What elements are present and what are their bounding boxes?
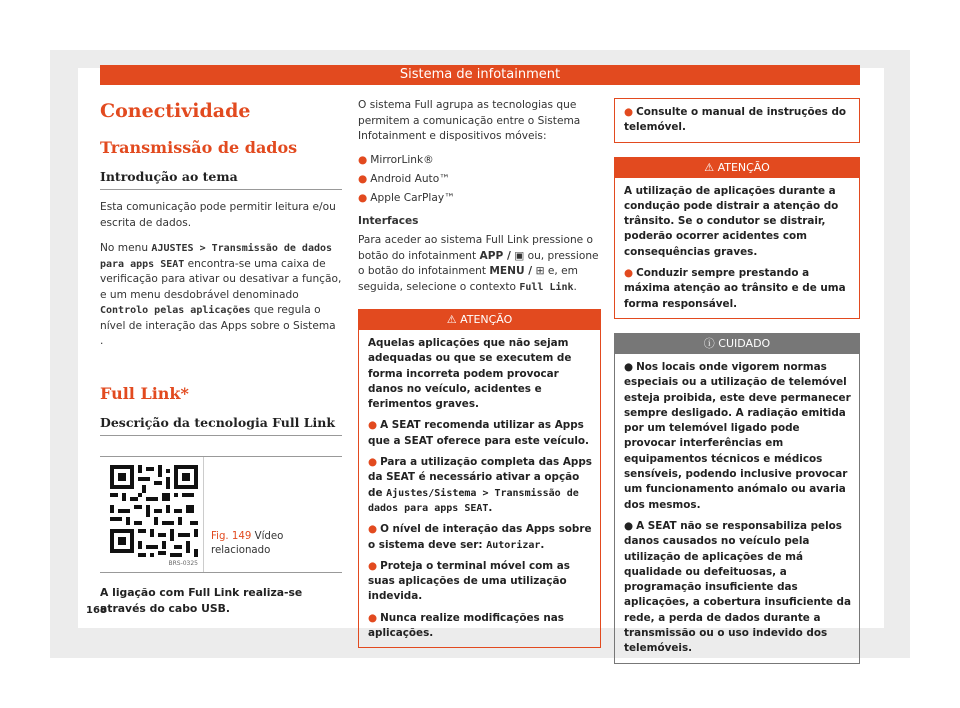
section-heading-full-link: Full Link* — [100, 383, 189, 403]
warning-continuation-box — [614, 98, 860, 143]
caution-bullet: ● A SEAT não se responsabiliza pelos danos causados no veículo pela utilização de aplicações de má qualidade ou defeituosas, a programação insuficiente das aplicações, a cobertura insuficiente da rede, a perda de dados durante a transmissão ou o uso indevido dos telemóveis. — [624, 519, 851, 655]
caution-box — [614, 333, 860, 664]
topic-heading: Introdução ao tema — [100, 169, 342, 190]
warning-text: Aquelas aplicações que não sejam adequadas ou que se executem de forma incorreta podem provocar danos no veículo, acidentes e ferimentos graves. — [368, 337, 572, 411]
warning-triangle-icon: ⚠ — [446, 313, 457, 326]
figure-number: Fig. 149 — [211, 530, 252, 542]
caution-bullet: ● Nos locais onde vigorem normas especiais ou a utilização de telemóvel esteja proibida, este deve permanecer sempre desligado. A radiação emitida por um telemóvel ligado pode provocar interferências em equipamentos técnicos e médicos sensíveis, podendo inclusive provocar um funcionamento anómalo ou avaria dos mesmos. — [624, 360, 851, 511]
paragraph: Esta comunicação pode permitir leitura e/ou escrita de dados. — [100, 201, 336, 229]
caution-header: ⓘ CUIDADO — [615, 334, 859, 354]
app-button-label: APP / — [479, 249, 511, 262]
figure-divider — [203, 457, 204, 572]
bullet-list — [358, 151, 601, 208]
menu-button-label: MENU / — [489, 265, 533, 277]
warning-box — [358, 309, 601, 648]
figure-code: BRS-0325 — [168, 559, 198, 567]
column-left — [100, 98, 342, 617]
warning-bullet: ● Consulte o manual de instruções do telemóvel. — [624, 106, 847, 134]
warning-bullet: ● O nível de interação das Apps sobre o sistema deve ser: Autorizar. — [368, 523, 592, 551]
paragraph: Para aceder ao sistema Full Link pressione o botão do infotainment APP / ▣ ou, pressione o botão do infotainment MENU / ⊞ e, em seguida, selecione o contexto Full Link. — [358, 234, 599, 293]
warning-bullet: ● Proteja o terminal móvel com as suas aplicações de uma utilização indevida. — [368, 559, 570, 603]
menu-path: AJUSTES > Transmissão de dados para apps SEAT — [100, 243, 333, 270]
topic-heading: Descrição da tecnologia Full Link — [100, 415, 342, 436]
warning-header: ⚠ ATENÇÃO — [359, 310, 600, 330]
running-header: Sistema de infotainment — [100, 65, 860, 85]
column-middle — [358, 98, 601, 648]
list-item: ● Android Auto™ — [358, 172, 450, 185]
warning-bullet: ● A SEAT recomenda utilizar as Apps que a SEAT oferece para este veículo. — [368, 419, 590, 447]
figure-caption: Fig. 149 Vídeo relacionado — [211, 530, 284, 556]
info-circle-icon: ⓘ — [703, 336, 715, 350]
paragraph: O sistema Full agrupa as tecnologias que permitem a comunicação entre o Sistema Infotainment e dispositivos móveis: — [358, 99, 581, 142]
chapter-heading: Conectividade — [100, 100, 251, 122]
phone-icon: ▣ — [514, 249, 525, 262]
warning-bullet: ● Para a utilização completa das Apps da SEAT é necessário ativar a opção de Ajustes/Sistema > Transmissão de dados para apps SEAT. — [368, 456, 592, 514]
list-item: ● Apple CarPlay™ — [358, 191, 455, 204]
subheading-interfaces: Interfaces — [358, 214, 419, 227]
warning-header: ⚠ ATENÇÃO — [615, 158, 859, 178]
qr-code-icon — [108, 463, 200, 567]
warning-box — [614, 157, 860, 319]
menu-name: Controlo pelas aplicações — [100, 305, 251, 316]
paragraph-bold: A ligação com Full Link realiza-se através do cabo USB. — [100, 585, 303, 615]
warning-triangle-icon: ⚠ — [704, 160, 715, 174]
column-right — [614, 98, 860, 664]
section-heading: Transmissão de dados — [100, 138, 298, 157]
list-item: ● MirrorLink® — [358, 153, 434, 166]
warning-bullet: ● Conduzir sempre prestando a máxima atenção ao trânsito e de uma forma responsável. — [624, 267, 846, 310]
grid-icon: ⊞ — [535, 265, 545, 277]
page-number: 168 — [86, 605, 107, 616]
paragraph: No menu AJUSTES > Transmissão de dados para apps SEAT encontra-se uma caixa de verificação para ativar ou desativar a função, e um menu desdobrável denominado Controlo pelas aplicações que regula o nível de interação das Apps sobre o Sistema . — [100, 242, 342, 347]
warning-bullet: ● Nunca realize modificações nas aplicações. — [368, 611, 564, 640]
figure — [100, 456, 342, 573]
warning-text: A utilização de aplicações durante a condução pode distrair a atenção do trânsito. Se o condutor se distrair, poderão ocorrer acidentes com consequências graves. — [624, 184, 839, 258]
